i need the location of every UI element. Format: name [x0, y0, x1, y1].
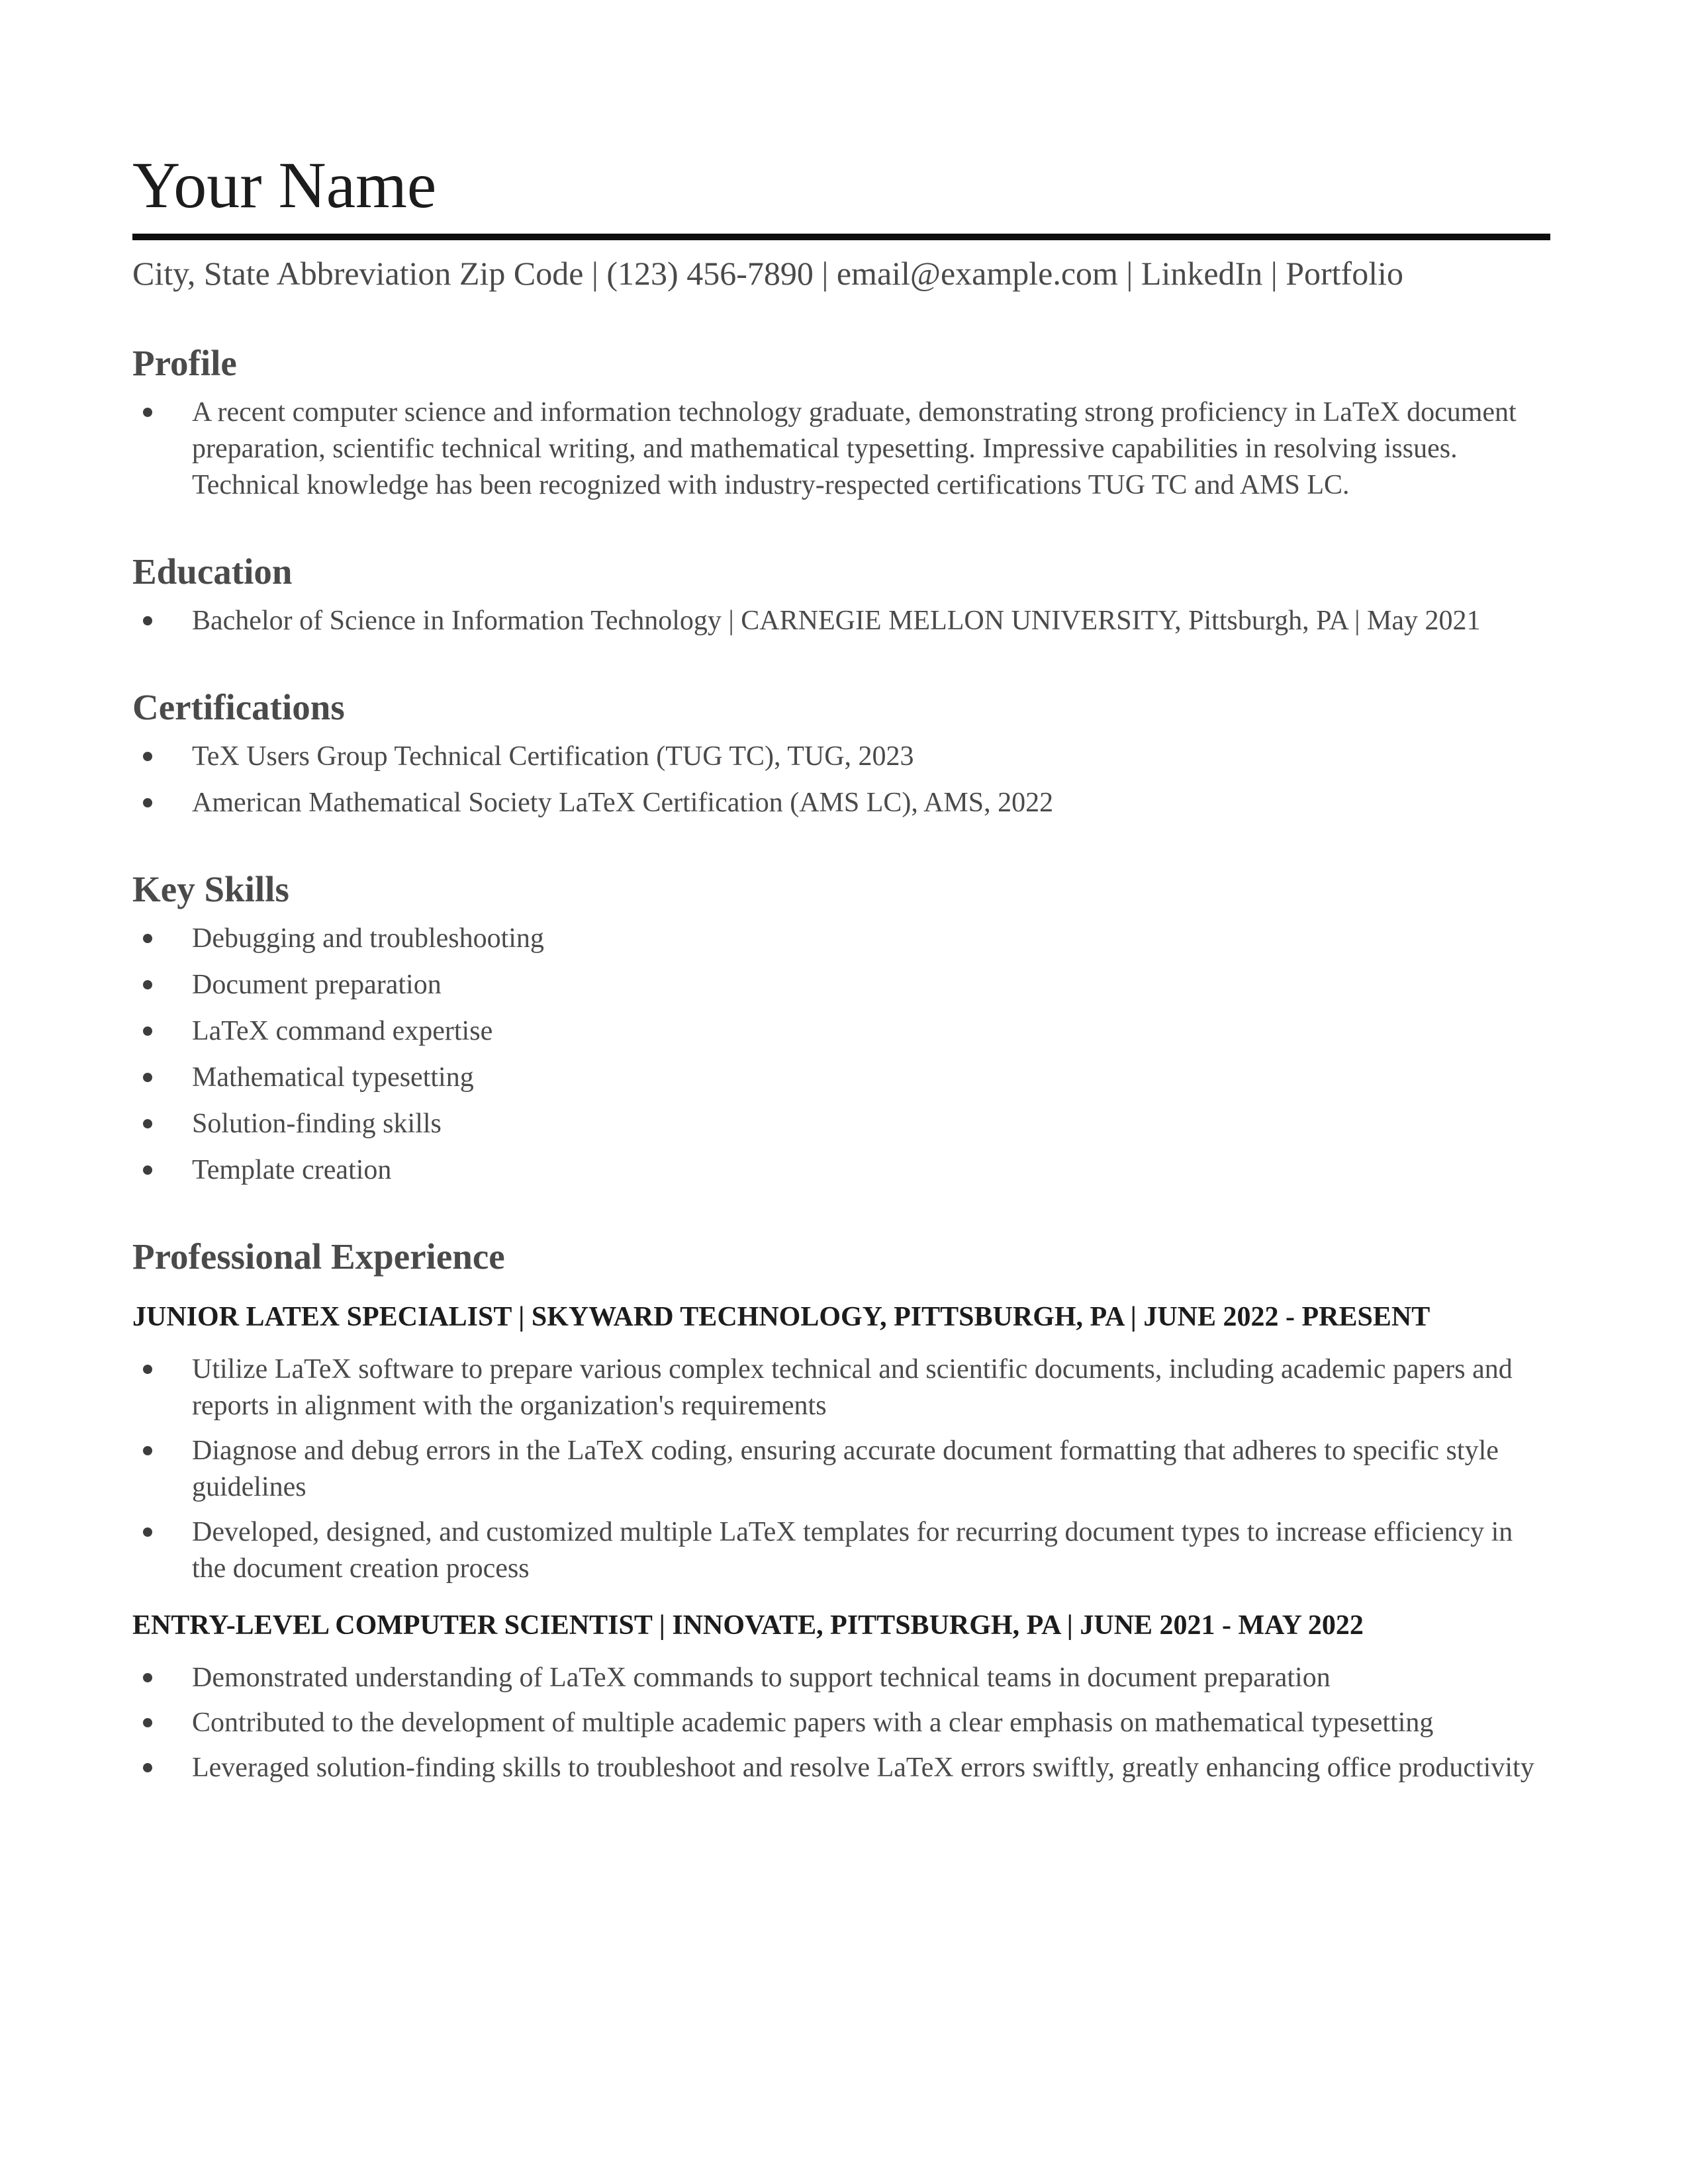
bullet-icon: [143, 1073, 152, 1082]
contact-line: City, State Abbreviation Zip Code | (123) 456-7890 | email@example.com | LinkedIn | Portfolio: [132, 255, 1403, 292]
job-duty-text: Leveraged solution-finding skills to troubleshoot and resolve LaTeX errors swiftly, greatly enhancing office productivity: [192, 1752, 1534, 1783]
job-duty-text: Diagnose and debug errors in the LaTeX coding, ensuring accurate document formatting that adheres to specific style guidelines: [192, 1435, 1499, 1502]
job-entry: [132, 1298, 1550, 1587]
skill-text: Document preparation: [192, 970, 442, 1000]
section-key-skills: [132, 868, 1550, 1189]
skill-text: Mathematical typesetting: [192, 1062, 474, 1093]
bullet-icon: [143, 1119, 152, 1128]
skill-text: LaTeX command expertise: [192, 1016, 493, 1046]
section-title-profile: Profile: [132, 343, 237, 383]
education-list: [132, 603, 1550, 639]
page-title: Your Name: [132, 148, 437, 222]
list-item: [132, 1433, 1550, 1506]
list-item: [132, 1152, 1550, 1189]
bullet-icon: [143, 1026, 152, 1036]
section-education: [132, 550, 1550, 639]
header-rule-divider: [132, 234, 1550, 240]
certifications-list: [132, 739, 1550, 821]
bullet-icon: [143, 1165, 152, 1175]
section-professional-experience: [132, 1235, 1550, 1786]
list-item: [132, 921, 1550, 957]
job-duty-text: Contributed to the development of multiple academic papers with a clear emphasis on mathematical typesetting: [192, 1707, 1434, 1738]
list-item: [132, 1060, 1550, 1096]
job-duties-list: [132, 1351, 1550, 1587]
list-item: [132, 1750, 1550, 1786]
education-degree-text: Bachelor of Science in Information Technology | CARNEGIE MELLON UNIVERSITY, Pittsburgh, PA | May 2021: [192, 606, 1481, 636]
list-item: [132, 603, 1550, 639]
list-item: [132, 785, 1550, 821]
list-item: [132, 967, 1550, 1003]
section-certifications: [132, 686, 1550, 821]
list-item: [132, 1013, 1550, 1050]
section-title-key-skills: Key Skills: [132, 869, 289, 909]
section-title-certifications: Certifications: [132, 687, 345, 727]
job-heading: JUNIOR LATEX SPECIALIST | SKYWARD TECHNOLOGY, PITTSBURGH, PA | JUNE 2022 - PRESENT: [132, 1302, 1430, 1332]
bullet-icon: [143, 1527, 152, 1537]
list-item: [132, 1351, 1550, 1424]
bullet-icon: [143, 1763, 152, 1772]
profile-list: [132, 394, 1550, 504]
bullet-icon: [143, 1365, 152, 1374]
certification-text: American Mathematical Society LaTeX Certification (AMS LC), AMS, 2022: [192, 788, 1054, 818]
section-title-education: Education: [132, 551, 293, 592]
job-heading: ENTRY-LEVEL COMPUTER SCIENTIST | INNOVATE, PITTSBURGH, PA | JUNE 2021 - MAY 2022: [132, 1610, 1364, 1641]
bullet-icon: [143, 752, 152, 761]
bullet-icon: [143, 1446, 152, 1455]
section-profile: [132, 341, 1550, 504]
skill-text: Template creation: [192, 1155, 392, 1185]
key-skills-list: [132, 921, 1550, 1189]
list-item: [132, 1106, 1550, 1142]
bullet-icon: [143, 798, 152, 807]
resume-header: [132, 147, 1550, 295]
bullet-icon: [143, 616, 152, 625]
bullet-icon: [143, 1673, 152, 1682]
skill-text: Solution-finding skills: [192, 1109, 442, 1139]
list-item: [132, 1514, 1550, 1587]
job-duty-text: Developed, designed, and customized multiple LaTeX templates for recurring document types to increase efficiency in the document creation process: [192, 1517, 1513, 1584]
bullet-icon: [143, 980, 152, 989]
job-duty-text: Utilize LaTeX software to prepare various complex technical and scientific documents, including academic papers and reports in alignment with the organization's requirements: [192, 1354, 1513, 1421]
profile-summary-text: A recent computer science and information technology graduate, demonstrating strong proficiency in LaTeX document preparation, scientific technical writing, and mathematical typesetting. Impressive capabilities in resolving issues. Technical knowledge has been recognized with industry-respected certifications TUG TC and AMS LC.: [192, 397, 1517, 500]
list-item: [132, 1705, 1550, 1741]
job-duties-list: [132, 1660, 1550, 1786]
job-entry: [132, 1607, 1550, 1786]
skill-text: Debugging and troubleshooting: [192, 923, 544, 954]
bullet-icon: [143, 408, 152, 417]
list-item: [132, 739, 1550, 775]
list-item: [132, 394, 1550, 504]
section-title-professional-experience: Professional Experience: [132, 1236, 505, 1277]
certification-text: TeX Users Group Technical Certification (TUG TC), TUG, 2023: [192, 741, 914, 772]
job-duty-text: Demonstrated understanding of LaTeX commands to support technical teams in document preparation: [192, 1662, 1331, 1693]
bullet-icon: [143, 934, 152, 943]
bullet-icon: [143, 1718, 152, 1727]
list-item: [132, 1660, 1550, 1696]
